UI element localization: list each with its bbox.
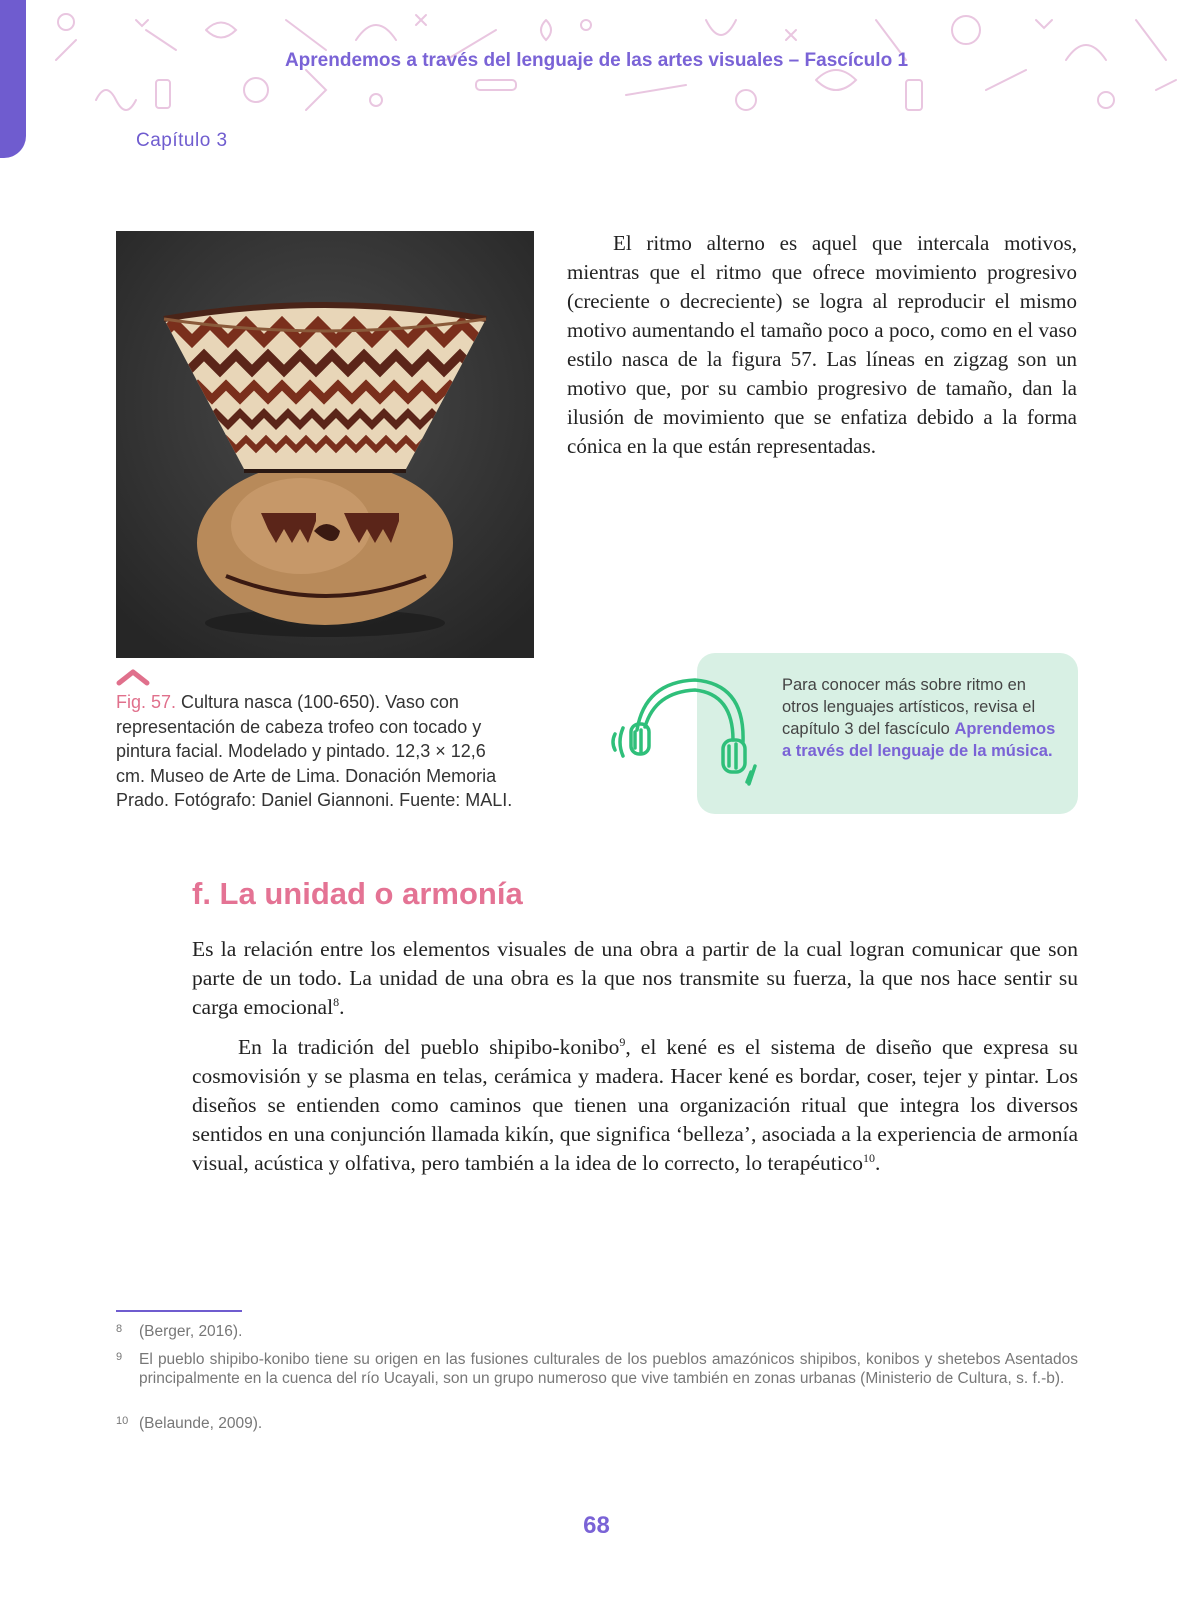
footnote-ref-8[interactable]: 8 <box>333 994 340 1009</box>
figure-label: Fig. 57. <box>116 692 177 712</box>
footnote-text: (Belaunde, 2009). <box>139 1415 263 1432</box>
unity-paragraph-2 <box>192 1033 1078 1178</box>
headphones-icon <box>605 672 765 807</box>
p2-text-a: En la tradición del pueblo shipibo-konibo <box>238 1035 620 1059</box>
section-heading: f. La unidad o armonía <box>192 876 523 911</box>
rhythm-paragraph: El ritmo alterno es aquel que intercala motivos, mientras que el ritmo que ofrece movimiento progresivo (creciente o decreciente) se logra al reproducir el mismo motivo aumentando el tamaño poco a poco, como en el vaso estilo nasca de la figura 57. Las líneas en zigzag son un motivo que, por su cambio progresivo de tamaño, dan la ilusión de movimiento que se enfatiza debido a la forma cónica en la que están representadas. <box>567 231 1077 458</box>
unity-paragraph-1 <box>192 935 1078 1022</box>
page-number: 68 <box>583 1512 610 1539</box>
chevron-up-icon <box>116 668 150 691</box>
figure-caption <box>116 690 516 813</box>
footnote-text: El pueblo shipibo-konibo tiene su origen en las fusiones culturales de los pueblos amazónicos shipibos, konibos y shetebos Asentados principalmente en la cuenca del río Ucayali, son un grupo numeroso que vive también en zonas urbanas (Ministerio de Cultura, s. f.-b). <box>139 1351 1078 1387</box>
footnote-number: 9 <box>116 1351 123 1363</box>
footnote-divider <box>116 1310 242 1312</box>
footnote-text: (Berger, 2016). <box>139 1323 243 1340</box>
p2-text-b: , el kené es el sistema de diseño que expresa su cosmovisión y se plasma en telas, cerámica y madera. Hacer kené es bordar, coser, tejer y pintar. Los diseños se entienden como caminos que tienen una organización ritual que integra los diversos sentidos en una conjunción llamada kikín, que significa ‘belleza’, asociada a la experiencia de armonía visual, acústica y olfativa, pero también a la idea de lo correcto, lo terapéutico <box>192 1035 1079 1175</box>
chapter-side-tab <box>0 0 26 158</box>
chapter-label: Capítulo 3 <box>136 130 228 151</box>
figure-caption-text: Cultura nasca (100-650). Vaso con representación de cabeza trofeo con tocado y pintura facial. Modelado y pintado. 12,3 × 12,6 cm. Museo de Arte de Lima. Donación Memoria Prado. Fotógrafo: Daniel Giannoni. Fuente: MALI. <box>116 692 513 810</box>
tip-text <box>782 674 1062 762</box>
footnote-ref-10[interactable]: 10 <box>863 1150 875 1165</box>
footnote-number: 8 <box>116 1323 123 1335</box>
book-title: Aprendemos a través del lenguaje de las artes visuales – Fascículo 1 <box>284 50 909 71</box>
p2-end: . <box>875 1151 881 1175</box>
p1-end: . <box>339 995 345 1019</box>
tip-book-link: Aprendemos a través del lenguaje de la música. <box>782 720 1056 760</box>
footnote-ref-9[interactable]: 9 <box>619 1034 626 1049</box>
tip-body: Para conocer más sobre ritmo en otros lenguajes artísticos, revisa el capítulo 3 del fascículo <box>782 676 1036 738</box>
footnote-number: 10 <box>116 1415 129 1427</box>
p1-text: Es la relación entre los elementos visuales de una obra a partir de la cual logran comunicar que son parte de un todo. La unidad de una obra es la que nos transmite su fuerza, la que nos hace sentir su carga emocional <box>192 937 1078 1019</box>
nasca-vessel-photo <box>116 231 534 658</box>
